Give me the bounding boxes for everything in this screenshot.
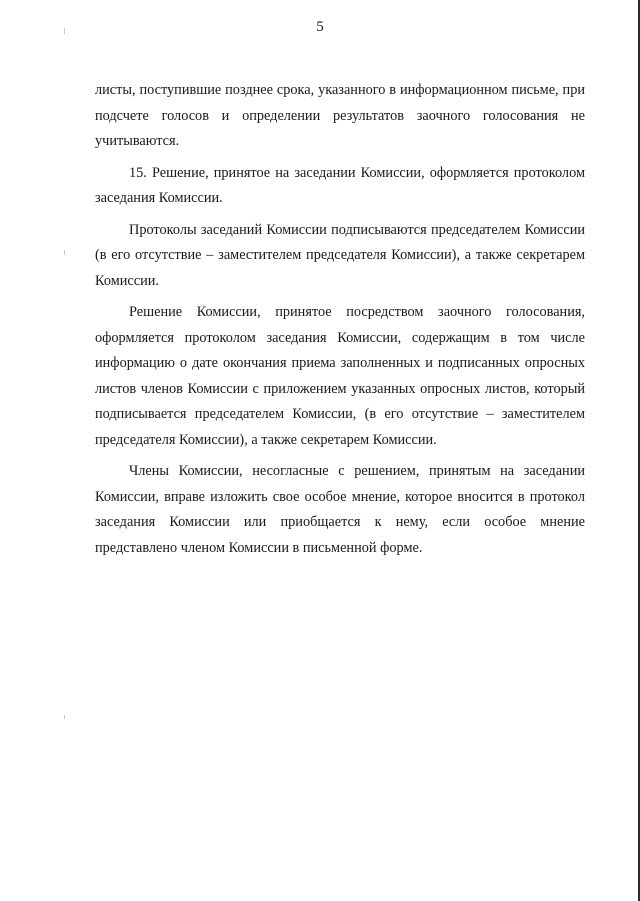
paragraph-clause-15: 15. Решение, принятое на заседании Комиссии, оформляется протоколом заседания Комиссии. [95, 164, 585, 206]
paragraph-protocol-signing: Протоколы заседаний Комиссии подписываются председателем Комиссии (в его отсутствие – заместителем председателя Комиссии), а также секретарем Комиссии. [95, 221, 585, 289]
paragraph-dissenting-opinion: Члены Комиссии, несогласные с решением, принятым на заседании Комиссии, вправе изложить свое особое мнение, которое вносится в протокол заседания Комиссии или приобщается к нему, если особое мнение представлено членом Комиссии в письменной форме. [95, 463, 585, 556]
scan-artifact [64, 250, 65, 255]
paragraph-absentee-voting: Решение Комиссии, принятое посредством заочного голосования, оформляется протоколом заседания Комиссии, содержащим в том числе информацию о дате окончания приема заполненных и подписанных опросных листов членов Комиссии с приложением указанных опросных листов, который подписывается председателем Комиссии, (в его отсутствие – заместителем председателя Комиссии), а также секретарем Комиссии. [95, 304, 585, 448]
page-number: 5 [316, 19, 324, 35]
scan-artifact [64, 715, 65, 719]
document-body [95, 78, 585, 567]
paragraph-continuation: листы, поступившие позднее срока, указанного в информационном письме, при подсчете голосов и определении результатов заочного голосования не учитываются. [95, 82, 585, 149]
